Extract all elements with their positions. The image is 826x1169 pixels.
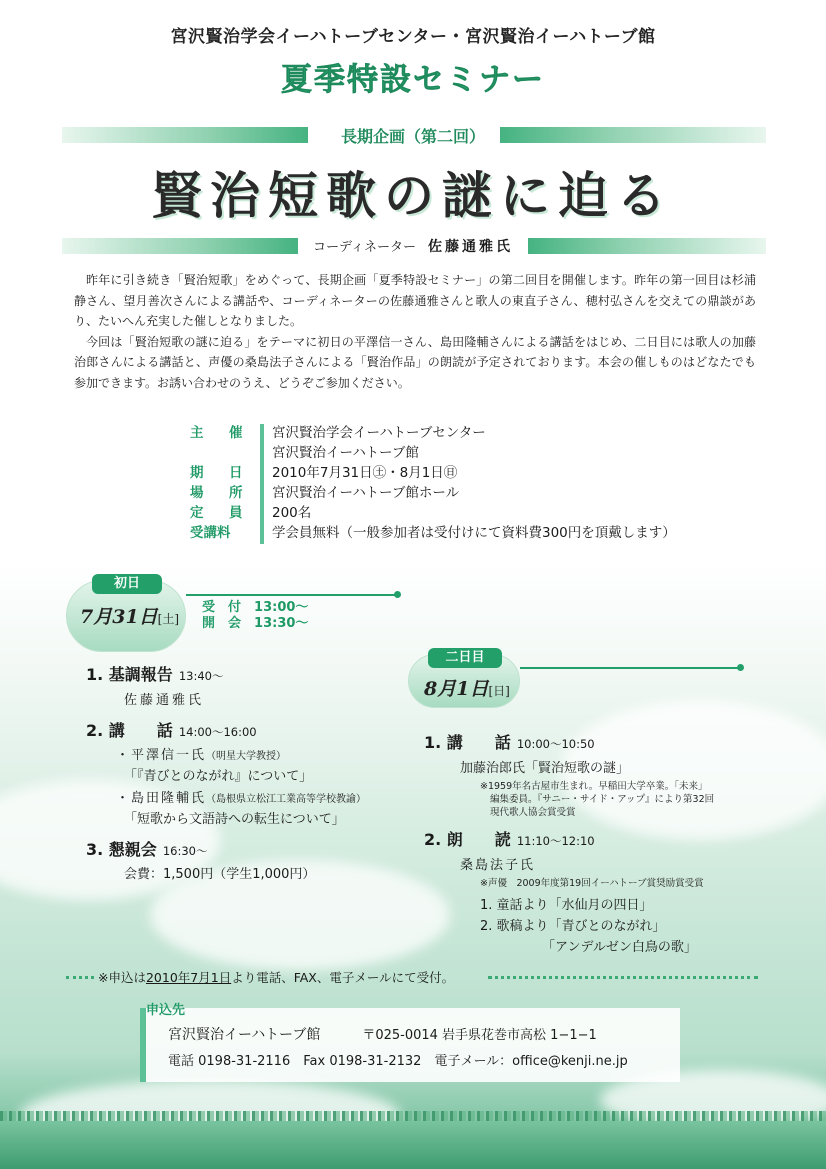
apply-phone: 電話 0198-31-2116 xyxy=(168,1054,291,1069)
capacity-label: 定 員 xyxy=(190,505,249,521)
day1-item-1-speaker: 佐藤通雅氏 xyxy=(124,693,205,708)
apply-box xyxy=(140,1008,680,1082)
apply-email[interactable]: 電子メール：office@kenji.ne.jp xyxy=(434,1054,628,1069)
apply-dotline-right xyxy=(488,976,758,979)
seminar-title: 夏季特設セミナー xyxy=(281,62,545,98)
talk1-affiliation: （明星大学教授） xyxy=(206,751,287,762)
fee-value: 学会員無料（一般参加者は受付けにて資料費300円を頂戴します） xyxy=(272,525,676,541)
talk1-title: 「『青びとのながれ』について」 xyxy=(124,769,313,784)
intro-paragraph-2: 今回は「賢治短歌の謎に迫る」をテーマに初日の平澤信一さん、島田隆輔さんによる講話をはじめ、二日目には歌人の加藤治郎さんによる講話と、声優の桑島法子さんによる「賢治作品」の朗読が予定されております。本会の催しものはどなたでも参加できます。お誘い合わせのうえ、どうぞご参加ください。 xyxy=(74,334,756,390)
organizer-line: 宮沢賢治学会イーハトーブセンター・宮沢賢治イーハトーブ館 xyxy=(170,27,656,47)
reading-1: 1. 童話より「水仙月の四日」 xyxy=(480,898,653,913)
host-label: 主 催 xyxy=(190,425,249,441)
apply-label: 申込先 xyxy=(146,1003,186,1018)
date-value: 2010年7月31日㊏・8月1日㊐ xyxy=(272,465,458,481)
intro-paragraph-1: 昨年に引き続き「賢治短歌」をめぐって、長期企画「夏季特設セミナー」の第二回目を開催します。昨年の第一回目は杉浦静さん、望月善次さんによる講話や、コーディネーターの佐藤通雅さんと歌人の東直子さん、穂村弘さんを交えての鼎談があり、たいへん充実した催しとなりました。 xyxy=(74,273,756,328)
coordinator xyxy=(0,236,826,256)
reception-label: 受 付 xyxy=(202,600,242,615)
day1-date-text: 7月31日 xyxy=(80,606,158,628)
venue-label: 場 所 xyxy=(190,485,249,501)
apply-dotline-left xyxy=(66,976,94,979)
day2-date-text: 8月1日 xyxy=(424,678,489,700)
day1-line-dot xyxy=(394,591,401,598)
day2-item-2-speaker: 桑島法子氏 xyxy=(460,858,536,873)
day1-schedule xyxy=(86,662,416,882)
talk2-speaker-row xyxy=(116,787,416,806)
day2-line-dot xyxy=(737,664,744,671)
day1-item-2: 2. 講 話 14:00～16:00 xyxy=(86,721,257,740)
day2-line xyxy=(520,667,740,669)
opening-label: 開 会 xyxy=(202,616,242,631)
coordinator-label: コーディネーター xyxy=(313,240,416,255)
kato-note: ※1959年名古屋市生まれ。早稲田大学卒業。「未来」 編集委員。『サニー・サイド・アップ』により第32回 現代歌人協会賞受賞 xyxy=(480,781,715,818)
apply-note: ※申込は2010年7月1日より電話、FAX、電子メールにて受付。 xyxy=(98,970,455,985)
day2-schedule xyxy=(424,730,764,955)
coordinator-name: 佐藤通雅氏 xyxy=(427,239,513,255)
day1-label: 初日 xyxy=(92,574,162,594)
kuwashima-note: ※声優 2009年度第19回イーハトーブ賞奨励賞受賞 xyxy=(480,878,704,889)
day1-date xyxy=(80,602,179,629)
reading-3: 「アンデルゼン白鳥の歌」 xyxy=(542,940,697,955)
date-label: 期 日 xyxy=(190,465,249,481)
day1-times xyxy=(202,600,308,632)
apply-line-2 xyxy=(168,1050,628,1069)
talk2-speaker: ・島田隆輔氏 xyxy=(116,791,207,806)
day2-label: 二日目 xyxy=(428,648,502,668)
day1-weekday: [土] xyxy=(157,612,180,626)
talk1-speaker-row xyxy=(116,744,416,763)
day2-item-1-speaker: 加藤治郎氏「賢治短歌の謎」 xyxy=(460,761,630,776)
party-fee: 会費：1,500円（学生1,000円） xyxy=(124,867,316,882)
reception-time: 13:00～ xyxy=(254,600,309,615)
venue-value: 宮沢賢治イーハトーブ館ホール xyxy=(272,485,460,501)
apply-address: 〒025-0014 岩手県花巻市高松 1−1−1 xyxy=(362,1028,597,1043)
host-value-2: 宮沢賢治イーハトーブ館 xyxy=(272,445,419,461)
main-title: 賢治短歌の謎に迫る xyxy=(152,166,674,225)
opening-time: 13:30～ xyxy=(254,616,309,631)
day1-item-1: 1. 基調報告 13:40～ xyxy=(86,665,224,684)
day2-item-2: 2. 朗 読 11:10～12:10 xyxy=(424,830,595,849)
apply-start-date: 2010年7月1日 xyxy=(145,970,232,985)
day1-line xyxy=(186,594,396,596)
day2-item-1: 1. 講 話 10:00～10:50 xyxy=(424,733,595,752)
intro-text xyxy=(74,270,756,393)
event-info-table xyxy=(190,424,730,544)
talk1-speaker: ・平澤信一氏 xyxy=(116,748,207,763)
reading-2: 2. 歌稿より「青びとのながれ」 xyxy=(480,919,666,934)
day2-date xyxy=(424,674,510,701)
talk2-title: 「短歌から文語詩への転生について」 xyxy=(124,812,345,827)
day2-weekday: [日] xyxy=(488,684,510,698)
host-value-1: 宮沢賢治学会イーハトーブセンター xyxy=(272,425,486,441)
subtitle: 長期企画（第二回） xyxy=(340,127,485,146)
fee-label: 受講料 xyxy=(190,525,231,541)
talk2-affiliation: （島根県立松江工業高等学校教諭） xyxy=(206,794,367,805)
capacity-value: 200名 xyxy=(272,505,312,521)
grass-field xyxy=(0,1121,826,1169)
apply-line-1 xyxy=(168,1024,597,1044)
apply-venue: 宮沢賢治イーハトーブ館 xyxy=(168,1027,321,1043)
apply-fax: Fax 0198-31-2132 xyxy=(303,1054,422,1069)
day1-item-3: 3. 懇親会 16:30～ xyxy=(86,840,208,859)
